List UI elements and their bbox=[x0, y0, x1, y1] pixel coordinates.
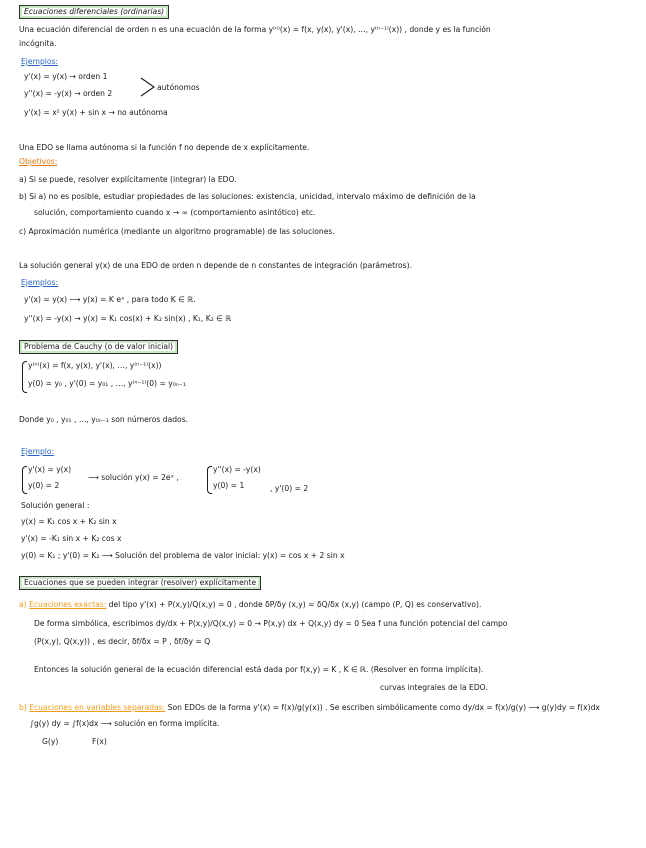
general-solution-text: La solución general y(x) de una EDO de orden n depende de n constantes de integración (parámetros). bbox=[19, 261, 413, 270]
autonomous-definition: Una EDO se llama autónoma si la función f no depende de x explícitamente. bbox=[19, 143, 310, 152]
item-a-marker: a) bbox=[19, 600, 27, 609]
cauchy-title: Problema de Cauchy (o de valor inicial) bbox=[19, 340, 178, 354]
system-2-equation: y''(x) = -y(x) bbox=[213, 465, 261, 474]
system-2-brace bbox=[207, 466, 212, 494]
examples-label-2: Ejemplos: bbox=[21, 278, 59, 287]
system-1-brace bbox=[22, 466, 27, 494]
general-solution-label: Solución general : bbox=[21, 501, 90, 510]
separable-integral: ∫g(y) dy = ∫f(x)dx ⟶ solución en forma implícita. bbox=[30, 719, 220, 728]
system-1-initial: y(0) = 2 bbox=[28, 481, 60, 490]
separable-equations-definition: Son EDOs de la forma y'(x) = f(x)/g(y(x)) . Se escriben simbólicamente como dy/dx = f(x)/g(y) ⟶ g(y)dy = f(x)dx bbox=[165, 703, 600, 712]
exact-equations-line-4: Entonces la solución general de la ecuación diferencial está dada por f(x,y) = K , K ∈ ℝ. (Resolver en forma implícita). bbox=[34, 665, 484, 674]
example-non-autonomous: y'(x) = x² y(x) + sin x → no autónoma bbox=[24, 108, 168, 117]
autonomous-label: autónomos bbox=[157, 83, 200, 92]
chevron-right-icon bbox=[140, 76, 156, 98]
cauchy-initial-conditions: y(0) = y₀ , y'(0) = y₀₁ , …, y⁽ⁿ⁻¹⁾(0) = y₀ₙ₋₁ bbox=[28, 379, 186, 388]
exact-equations-definition: del tipo y'(x) + P(x,y)/Q(x,y) = 0 , donde δP/δy (x,y) = δQ/δx (x,y) (campo (P, Q) es conservativo). bbox=[106, 600, 482, 609]
example-order-1: y'(x) = y(x) → orden 1 bbox=[24, 72, 108, 81]
objective-b-line-1: b) Si a) no es posible, estudiar propiedades de las soluciones: existencia, unicidad, intervalo máximo de definición de la bbox=[19, 192, 476, 201]
page-title: Ecuaciones diferenciales (ordinarias) bbox=[19, 5, 169, 19]
example-exp-solution: y'(x) = y(x) ⟶ y(x) = K eˣ , para todo K ∈ ℝ. bbox=[24, 295, 196, 304]
exact-equations-line-1 bbox=[19, 601, 481, 610]
intro-line-2: incógnita. bbox=[19, 39, 57, 48]
solution-step-1: y(x) = K₁ cos x + K₂ sin x bbox=[21, 517, 117, 526]
cauchy-equation: y⁽ⁿ⁾(x) = f(x, y(x), y'(x), …, y⁽ⁿ⁻¹⁾(x)) bbox=[28, 361, 162, 370]
integrables-title: Ecuaciones que se pueden integrar (resolver) explícitamente bbox=[19, 576, 261, 590]
integral-curves-note: curvas integrales de la EDO. bbox=[380, 683, 488, 692]
objective-b-line-2: solución, comportamiento cuando x → ∞ (comportamiento asintótico) etc. bbox=[34, 208, 316, 217]
examples-label-1: Ejemplos: bbox=[21, 57, 59, 66]
primitive-g-label: G(y) bbox=[42, 737, 59, 746]
exact-equations-line-3: (P(x,y), Q(x,y)) , es decir, δf/δx = P , δf/δy = Q bbox=[34, 637, 211, 646]
cauchy-brace bbox=[22, 361, 27, 393]
system-1-solution: ⟶ solución y(x) = 2eˣ , bbox=[88, 473, 179, 482]
example-order-2: y''(x) = -y(x) → orden 2 bbox=[24, 89, 113, 98]
solution-step-2: y'(x) = -K₁ sin x + K₂ cos x bbox=[21, 534, 122, 543]
objective-c: c) Aproximación numérica (mediante un algoritmo programable) de las soluciones. bbox=[19, 227, 335, 236]
item-b-marker: b) bbox=[19, 703, 27, 712]
system-2-derivative-condition: , y'(0) = 2 bbox=[270, 484, 309, 493]
primitive-f-label: F(x) bbox=[92, 737, 107, 746]
system-1-equation: y'(x) = y(x) bbox=[28, 465, 72, 474]
objectives-label: Objetivos: bbox=[19, 157, 58, 166]
example-trig-solution: y''(x) = -y(x) → y(x) = K₁ cos(x) + K₂ sin(x) , K₁, K₂ ∈ ℝ bbox=[24, 314, 232, 323]
separable-equations-line-1 bbox=[19, 704, 600, 713]
exact-equations-line-2: De forma simbólica, escribimos dy/dx + P(x,y)/Q(x,y) = 0 → P(x,y) dx + Q(x,y) dy = 0 Sea f una función potencial del campo bbox=[34, 619, 508, 628]
exact-equations-label: Ecuaciones exactas: bbox=[29, 600, 107, 609]
cauchy-donde: Donde y₀ , y₀₁ , …, y₀ₙ₋₁ son números dados. bbox=[19, 415, 189, 424]
system-2-initial: y(0) = 1 bbox=[213, 481, 245, 490]
objective-a: a) Si se puede, resolver explícitamente (integrar) la EDO. bbox=[19, 175, 237, 184]
solution-step-3: y(0) = K₁ ; y'(0) = K₂ ⟶ Solución del problema de valor inicial: y(x) = cos x + 2 sin x bbox=[21, 551, 345, 560]
intro-line-1: Una ecuación diferencial de orden n es una ecuación de la forma y⁽ⁿ⁾(x) = f(x, y(x), y'(x), …, y⁽ⁿ⁻¹⁾(x)) , donde y es la función bbox=[19, 25, 491, 34]
separable-equations-label: Ecuaciones en variables separadas: bbox=[29, 703, 166, 712]
example-label-3: Ejemplo: bbox=[21, 447, 55, 456]
